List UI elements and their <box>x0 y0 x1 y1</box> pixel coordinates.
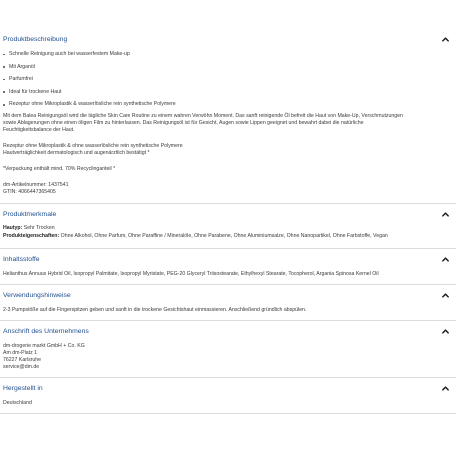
accordion-header-anschrift[interactable] <box>3 324 450 338</box>
chevron-up-icon[interactable] <box>441 255 450 264</box>
hautyp-value: Sehr Trocken <box>23 225 55 231</box>
hautyp-label: Hautyp: <box>3 225 23 231</box>
section-title: Hergestellt in <box>3 384 43 392</box>
divider <box>0 320 456 321</box>
divider <box>0 284 456 285</box>
section-title: Verwendungshinweise <box>3 291 71 299</box>
eigenschaften-row <box>3 233 388 240</box>
divider <box>0 203 456 204</box>
description-line: Feuchtigkeitsbalance der Haut. <box>3 127 75 133</box>
section-title: Produktbeschreibung <box>3 35 68 43</box>
list-item: Mit Arganöl <box>3 64 176 77</box>
list-item: Schnelle Reinigung auch bei wasserfestem Make-up <box>3 51 176 64</box>
divider <box>0 248 456 249</box>
address-line: Am dm-Platz 1 <box>3 350 38 356</box>
chevron-up-icon[interactable] <box>441 327 450 336</box>
section-title: Inhaltsstoffe <box>3 255 40 263</box>
address-line: dm-drogerie markt GmbH + Co. KG <box>3 343 85 349</box>
chevron-up-icon[interactable] <box>441 291 450 300</box>
chevron-up-icon[interactable] <box>441 35 450 44</box>
accordion-header-inhaltsstoffe[interactable] <box>3 252 450 266</box>
list-item: Parfumfrei <box>3 76 176 89</box>
accordion-header-produktbeschreibung[interactable] <box>3 32 450 46</box>
list-item: Rezeptur ohne Mikroplastik & wasserlösliche rein synthetische Polymere <box>3 101 176 114</box>
gtin: GTIN: 4066447365405 <box>3 189 56 195</box>
description-line: Hautverträglichkeit dermatologisch und augenärztlich bestätigt * <box>3 150 150 156</box>
chevron-up-icon[interactable] <box>441 210 450 219</box>
chevron-up-icon[interactable] <box>441 384 450 393</box>
description-line: Mit dem Balea Reinigungsöl wird die tägliche Skin Care Routine zu einem wahren Verwöhn Moment. Das sanft reinigende Öl befreit die Haut von Make-Up, Verschmutzungen <box>3 113 403 119</box>
address-line: 76227 Karlsruhe <box>3 357 42 363</box>
section-title: Produktmerkmale <box>3 210 57 218</box>
description-line: sowie Ablagerungen ohne einen öligen Film zu hinterlassen. Das Reinigungsöl ist für Gesicht, Augen sowie Lippen geeignet und bewahrt dabei die natürliche <box>3 120 364 126</box>
article-number: dm-Artikelnummer: 1437541 <box>3 182 69 188</box>
address-email: service@dm.de <box>3 364 40 370</box>
accordion-header-verwendungshinweise[interactable] <box>3 288 450 302</box>
section-title: Anschrift des Unternehmens <box>3 327 89 335</box>
origin-country: Deutschland <box>3 400 32 406</box>
eigenschaften-value: Ohne Alkohol, Ohne Parfum, Ohne Paraffine / Mineralöle, Ohne Parabene, Ohne Aluminiumsalze, Ohne Nanopartikel, Ohne Farbstoffe, Vegan <box>60 233 388 239</box>
ingredients-text: Helianthus Annuus Hybrid Oil, Isopropyl Palmitate, Isopropyl Myristate, PEG-20 Glyceryl Triisostearate, Ethylhexyl Stearate, Tocopherol, Argania Spinosa Kernel Oil <box>3 271 379 277</box>
hautyp-row <box>3 225 55 232</box>
packaging-note: *Verpackung enthält mind. 70% Recyclinganteil * <box>3 166 116 172</box>
feature-list <box>3 51 176 114</box>
description-line: Rezeptur ohne Mikroplastik & ohne wasserlösliche rein synthetische Polymere <box>3 143 183 149</box>
list-item: Ideal für trockene Haut <box>3 89 176 102</box>
divider <box>0 413 456 414</box>
eigenschaften-label: Produkteigenschaften: <box>3 233 60 239</box>
usage-text: 2-3 Pumpstöße auf die Fingerspitzen geben und sanft in die trockene Gesichtshaut einmassieren. Anschließend gründlich abspülen. <box>3 307 307 313</box>
accordion-header-produktmerkmale[interactable] <box>3 207 450 221</box>
divider <box>0 377 456 378</box>
accordion-header-hergestellt[interactable] <box>3 381 450 395</box>
